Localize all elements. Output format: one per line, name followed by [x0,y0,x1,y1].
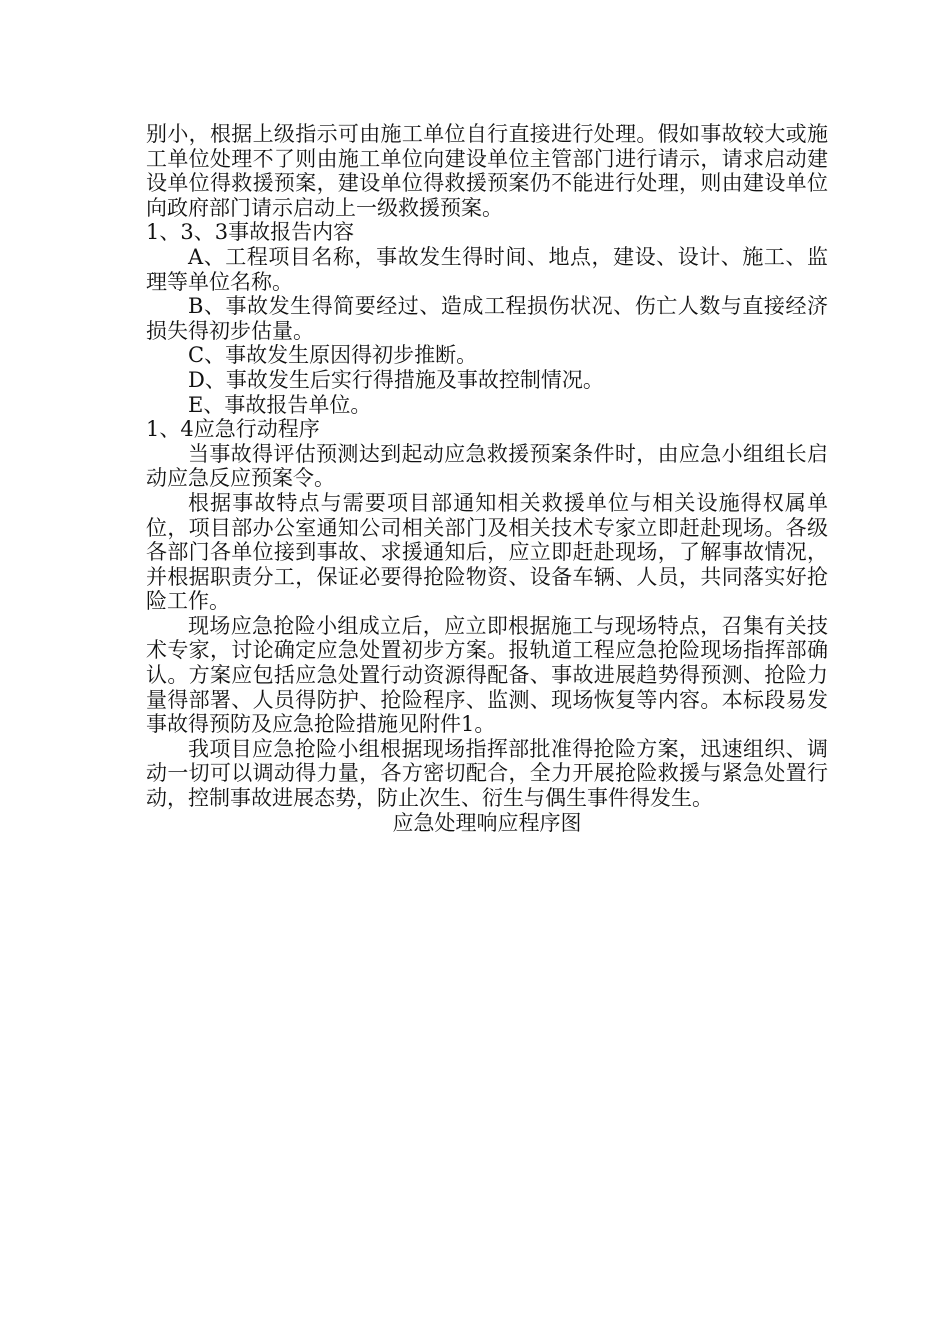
figure-caption: 应急处理响应程序图 [392,810,582,835]
report-item-b: B、事故发生得简要经过、造成工程损伤状况、伤亡人数与直接经济损失得初步估量。 [146,294,828,343]
paragraph-trigger: 当事故得评估预测达到起动应急救援预案条件时，由应急小组组长启动应急反应预案令。 [146,441,828,491]
section-heading-report-content: 1、3、3事故报告内容 [146,220,355,245]
section-heading-emergency-procedure: 1、4应急行动程序 [146,417,320,442]
document-page [146,122,828,835]
report-item-d: D、事故发生后实行得措施及事故控制情况。 [188,367,604,392]
paragraph-rescue-action: 我项目应急抢险小组根据现场指挥部批准得抢险方案，迅速组织、调动一切可以调动得力量，各方密切配合，全力开展抢险救援与紧急处置行动，控制事故进展态势，防止次生、衍生与偶生事件得发生。 [146,736,828,811]
paragraph-notification: 根据事故特点与需要项目部通知相关救援单位与相关设施得权属单位，项目部办公室通知公司相关部门及相关技术专家立即赶赴现场。各级各部门各单位接到事故、求援通知后，应立即赶赴现场，了解事故情况，并根据职责分工，保证必要得抢险物资、设备车辆、人员，共同落实好抢险工作。 [146,490,828,614]
report-item-e: E、事故报告单位。 [188,392,372,417]
paragraph-onsite-team: 现场应急抢险小组成立后，应立即根据施工与现场特点，召集有关技术专家，讨论确定应急处置初步方案。报轨道工程应急抢险现场指挥部确认。方案应包括应急处置行动资源得配备、事故进展趋势得预测、抢险力量得部署、人员得防护、抢险程序、监测、现场恢复等内容。本标段易发事故得预防及应急抢险措施见附件1。 [146,613,828,737]
paragraph-continued: 别小，根据上级指示可由施工单位自行直接进行处理。假如事故较大或施工单位处理不了则由施工单位向建设单位主管部门进行请示，请求启动建设单位得救援预案，建设单位得救援预案仍不能进行处理，则由建设单位向政府部门请示启动上一级救援预案。 [146,122,828,220]
report-item-a: A、工程项目名称，事故发生得时间、地点，建设、设计、施工、监理等单位名称。 [146,244,828,294]
report-item-c: C、事故发生原因得初步推断。 [188,343,478,368]
